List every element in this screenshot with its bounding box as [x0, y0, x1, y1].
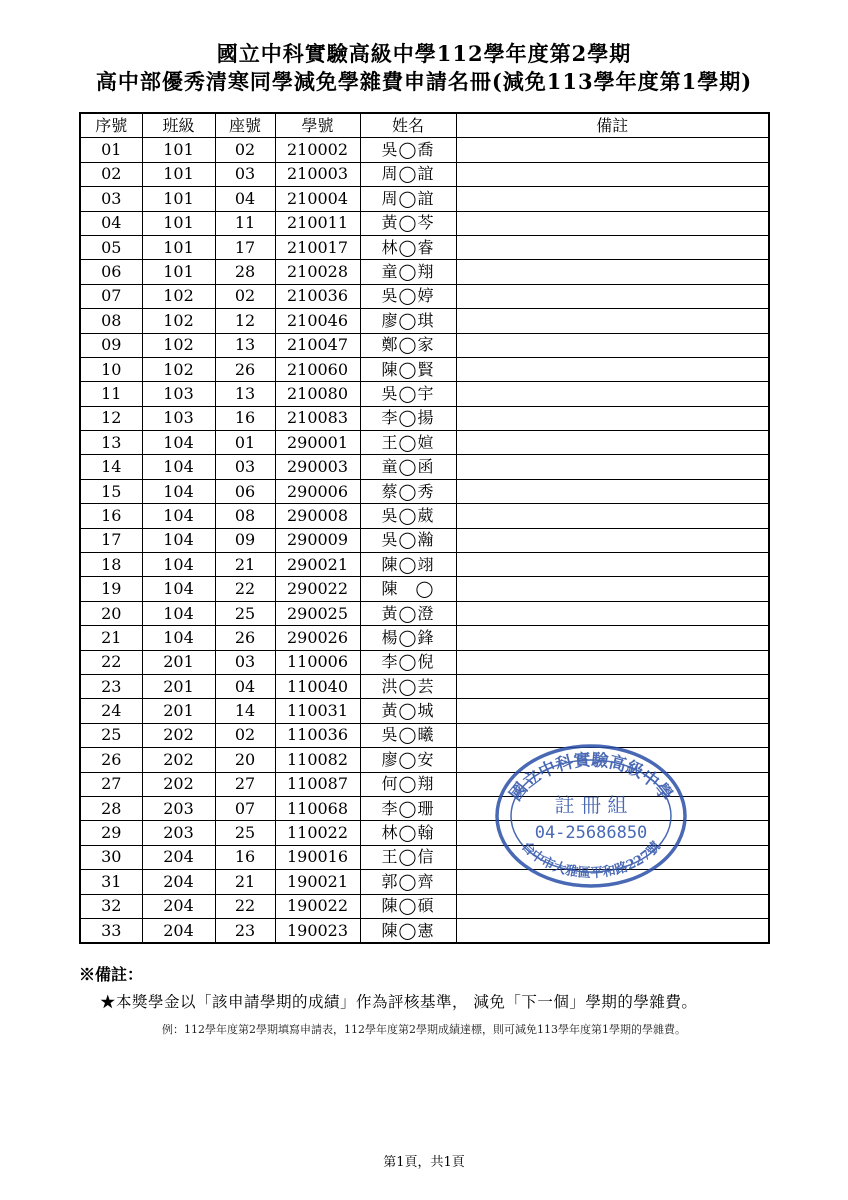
cell-seat: 26	[215, 626, 275, 650]
cell-serial: 10	[80, 357, 142, 381]
cell-class: 201	[142, 674, 215, 698]
cell-name: 陳◯憲	[360, 918, 456, 943]
cell-remarks	[456, 528, 769, 552]
cell-student-id: 290009	[275, 528, 360, 552]
cell-seat: 25	[215, 601, 275, 625]
cell-student-id: 210080	[275, 382, 360, 406]
cell-name: 陳◯賢	[360, 357, 456, 381]
stamp-outer-text: 國立中科實驗高級中學	[505, 750, 677, 806]
table-header-row	[80, 113, 769, 138]
page-number: 第1頁，共1頁	[383, 1155, 465, 1170]
cell-name: 童◯函	[360, 455, 456, 479]
cell-name: 何◯翔	[360, 772, 456, 796]
cell-remarks	[456, 309, 769, 333]
cell-name: 林◯翰	[360, 821, 456, 845]
table-row	[80, 382, 769, 406]
cell-student-id: 210047	[275, 333, 360, 357]
cell-name: 吳◯瀚	[360, 528, 456, 552]
cell-student-id: 290021	[275, 553, 360, 577]
cell-seat: 21	[215, 553, 275, 577]
cell-seat: 09	[215, 528, 275, 552]
cell-class: 101	[142, 187, 215, 211]
registration-office-stamp	[490, 738, 690, 890]
table-row	[80, 211, 769, 235]
cell-student-id: 210060	[275, 357, 360, 381]
cell-serial: 18	[80, 553, 142, 577]
document-subtitle: 高中部優秀清寒同學減免學雜費申請名冊(減免113學年度第1學期)	[95, 69, 753, 94]
cell-remarks	[456, 431, 769, 455]
cell-remarks	[456, 601, 769, 625]
cell-class: 102	[142, 309, 215, 333]
header-remarks: 備註	[456, 113, 769, 138]
cell-name: 吳◯婷	[360, 284, 456, 308]
cell-name: 王◯媗	[360, 431, 456, 455]
cell-student-id: 190023	[275, 918, 360, 943]
cell-seat: 23	[215, 918, 275, 943]
cell-remarks	[456, 650, 769, 674]
table-row	[80, 626, 769, 650]
cell-serial: 05	[80, 235, 142, 259]
cell-serial: 25	[80, 723, 142, 747]
cell-remarks	[456, 187, 769, 211]
cell-class: 203	[142, 821, 215, 845]
cell-remarks	[456, 553, 769, 577]
cell-name: 吳◯曦	[360, 723, 456, 747]
cell-name: 黃◯城	[360, 699, 456, 723]
cell-serial: 07	[80, 284, 142, 308]
cell-remarks	[456, 699, 769, 723]
cell-name: 洪◯芸	[360, 674, 456, 698]
cell-serial: 33	[80, 918, 142, 943]
stamp-phone: 04-25686850	[534, 823, 648, 843]
notes-rule: ★本獎學金以「該申請學期的成績」作為評核基準， 減免「下一個」學期的學雜費。	[100, 993, 698, 1011]
cell-name: 王◯信	[360, 845, 456, 869]
cell-serial: 28	[80, 796, 142, 820]
cell-seat: 16	[215, 845, 275, 869]
table-row	[80, 138, 769, 162]
cell-seat: 08	[215, 504, 275, 528]
cell-class: 101	[142, 260, 215, 284]
table-row	[80, 357, 769, 381]
cell-student-id: 210011	[275, 211, 360, 235]
cell-seat: 02	[215, 284, 275, 308]
cell-seat: 27	[215, 772, 275, 796]
cell-seat: 04	[215, 187, 275, 211]
table-row	[80, 577, 769, 601]
cell-serial: 04	[80, 211, 142, 235]
cell-class: 102	[142, 357, 215, 381]
cell-serial: 24	[80, 699, 142, 723]
cell-name: 鄭◯家	[360, 333, 456, 357]
cell-seat: 13	[215, 382, 275, 406]
cell-seat: 22	[215, 894, 275, 918]
header-student-id: 學號	[275, 113, 360, 138]
cell-seat: 16	[215, 406, 275, 430]
cell-class: 201	[142, 699, 215, 723]
cell-seat: 22	[215, 577, 275, 601]
cell-serial: 03	[80, 187, 142, 211]
cell-name: 周◯誼	[360, 187, 456, 211]
cell-name: 黃◯芩	[360, 211, 456, 235]
cell-serial: 19	[80, 577, 142, 601]
cell-class: 204	[142, 918, 215, 943]
cell-class: 204	[142, 845, 215, 869]
cell-serial: 09	[80, 333, 142, 357]
cell-seat: 01	[215, 431, 275, 455]
cell-seat: 28	[215, 260, 275, 284]
cell-seat: 12	[215, 309, 275, 333]
table-row	[80, 504, 769, 528]
table-row	[80, 479, 769, 503]
table-row	[80, 162, 769, 186]
cell-name: 周◯誼	[360, 162, 456, 186]
cell-serial: 27	[80, 772, 142, 796]
cell-remarks	[456, 894, 769, 918]
cell-serial: 21	[80, 626, 142, 650]
cell-class: 104	[142, 553, 215, 577]
cell-seat: 20	[215, 748, 275, 772]
cell-seat: 21	[215, 870, 275, 894]
cell-student-id: 210028	[275, 260, 360, 284]
cell-student-id: 290003	[275, 455, 360, 479]
cell-seat: 26	[215, 357, 275, 381]
cell-serial: 20	[80, 601, 142, 625]
cell-class: 202	[142, 748, 215, 772]
cell-serial: 29	[80, 821, 142, 845]
cell-student-id: 210017	[275, 235, 360, 259]
cell-seat: 07	[215, 796, 275, 820]
cell-serial: 01	[80, 138, 142, 162]
cell-seat: 03	[215, 650, 275, 674]
cell-class: 104	[142, 479, 215, 503]
cell-student-id: 290006	[275, 479, 360, 503]
cell-class: 204	[142, 894, 215, 918]
cell-seat: 03	[215, 162, 275, 186]
cell-serial: 22	[80, 650, 142, 674]
cell-student-id: 290025	[275, 601, 360, 625]
cell-seat: 02	[215, 723, 275, 747]
cell-remarks	[456, 455, 769, 479]
cell-student-id: 110068	[275, 796, 360, 820]
table-row	[80, 284, 769, 308]
cell-student-id: 290008	[275, 504, 360, 528]
cell-student-id: 210036	[275, 284, 360, 308]
cell-serial: 08	[80, 309, 142, 333]
cell-remarks	[456, 626, 769, 650]
cell-class: 104	[142, 577, 215, 601]
cell-name: 廖◯安	[360, 748, 456, 772]
header-class: 班級	[142, 113, 215, 138]
cell-seat: 04	[215, 674, 275, 698]
stamp-office-title: 註 冊 組	[554, 793, 628, 817]
cell-seat: 06	[215, 479, 275, 503]
cell-remarks	[456, 504, 769, 528]
cell-student-id: 210046	[275, 309, 360, 333]
cell-class: 102	[142, 333, 215, 357]
cell-class: 103	[142, 406, 215, 430]
cell-student-id: 210004	[275, 187, 360, 211]
notes-heading: ※備註：	[79, 965, 144, 984]
table-row	[80, 699, 769, 723]
cell-student-id: 210002	[275, 138, 360, 162]
cell-student-id: 210003	[275, 162, 360, 186]
cell-remarks	[456, 211, 769, 235]
cell-student-id: 210083	[275, 406, 360, 430]
cell-serial: 06	[80, 260, 142, 284]
cell-name: 陳 ◯	[360, 577, 456, 601]
cell-student-id: 110036	[275, 723, 360, 747]
cell-student-id: 290001	[275, 431, 360, 455]
cell-class: 204	[142, 870, 215, 894]
cell-class: 203	[142, 796, 215, 820]
table-row	[80, 894, 769, 918]
cell-remarks	[456, 406, 769, 430]
table-row	[80, 187, 769, 211]
cell-name: 李◯倪	[360, 650, 456, 674]
header-seat: 座號	[215, 113, 275, 138]
cell-class: 101	[142, 138, 215, 162]
cell-serial: 15	[80, 479, 142, 503]
cell-name: 楊◯鋒	[360, 626, 456, 650]
cell-name: 李◯揚	[360, 406, 456, 430]
cell-serial: 12	[80, 406, 142, 430]
table-row	[80, 309, 769, 333]
table-row	[80, 260, 769, 284]
notes-example: 例：112學年度第2學期填寫申請表，112學年度第2學期成績達標，則可減免113學年度第1學期的學雜費。	[162, 1023, 686, 1036]
cell-seat: 11	[215, 211, 275, 235]
cell-remarks	[456, 260, 769, 284]
cell-remarks	[456, 674, 769, 698]
cell-serial: 16	[80, 504, 142, 528]
cell-name: 黃◯澄	[360, 601, 456, 625]
cell-remarks	[456, 918, 769, 943]
cell-student-id: 110006	[275, 650, 360, 674]
header-name: 姓名	[360, 113, 456, 138]
cell-student-id: 110082	[275, 748, 360, 772]
cell-serial: 32	[80, 894, 142, 918]
cell-remarks	[456, 138, 769, 162]
cell-seat: 14	[215, 699, 275, 723]
table-row	[80, 333, 769, 357]
cell-serial: 11	[80, 382, 142, 406]
stamp-address-text: 台中市大雅區平和路227號	[518, 839, 664, 882]
table-row	[80, 674, 769, 698]
cell-student-id: 290026	[275, 626, 360, 650]
cell-class: 202	[142, 772, 215, 796]
table-row	[80, 455, 769, 479]
cell-name: 吳◯葳	[360, 504, 456, 528]
cell-name: 陳◯翊	[360, 553, 456, 577]
cell-class: 101	[142, 211, 215, 235]
cell-seat: 13	[215, 333, 275, 357]
cell-class: 202	[142, 723, 215, 747]
cell-serial: 26	[80, 748, 142, 772]
cell-class: 101	[142, 162, 215, 186]
table-row	[80, 406, 769, 430]
cell-student-id: 190022	[275, 894, 360, 918]
cell-name: 吳◯喬	[360, 138, 456, 162]
document-title: 國立中科實驗高級中學112學年度第2學期	[216, 41, 632, 66]
cell-remarks	[456, 382, 769, 406]
table-row	[80, 431, 769, 455]
cell-student-id: 110040	[275, 674, 360, 698]
cell-student-id: 110087	[275, 772, 360, 796]
cell-remarks	[456, 357, 769, 381]
cell-class: 104	[142, 504, 215, 528]
cell-remarks	[456, 333, 769, 357]
cell-name: 郭◯齊	[360, 870, 456, 894]
cell-seat: 25	[215, 821, 275, 845]
cell-name: 吳◯宇	[360, 382, 456, 406]
cell-remarks	[456, 577, 769, 601]
cell-serial: 31	[80, 870, 142, 894]
table-row	[80, 918, 769, 943]
cell-student-id: 190016	[275, 845, 360, 869]
table-row	[80, 601, 769, 625]
cell-remarks	[456, 284, 769, 308]
cell-remarks	[456, 479, 769, 503]
cell-class: 104	[142, 431, 215, 455]
cell-class: 104	[142, 601, 215, 625]
cell-class: 101	[142, 235, 215, 259]
cell-serial: 23	[80, 674, 142, 698]
cell-seat: 17	[215, 235, 275, 259]
table-row	[80, 528, 769, 552]
cell-name: 童◯翔	[360, 260, 456, 284]
cell-class: 102	[142, 284, 215, 308]
table-row	[80, 235, 769, 259]
cell-name: 廖◯琪	[360, 309, 456, 333]
table-row	[80, 553, 769, 577]
cell-serial: 30	[80, 845, 142, 869]
cell-serial: 17	[80, 528, 142, 552]
cell-class: 104	[142, 528, 215, 552]
header-serial: 序號	[80, 113, 142, 138]
cell-student-id: 190021	[275, 870, 360, 894]
cell-seat: 02	[215, 138, 275, 162]
cell-student-id: 110022	[275, 821, 360, 845]
cell-student-id: 290022	[275, 577, 360, 601]
cell-class: 104	[142, 455, 215, 479]
cell-name: 李◯珊	[360, 796, 456, 820]
cell-name: 蔡◯秀	[360, 479, 456, 503]
table-row	[80, 650, 769, 674]
cell-remarks	[456, 162, 769, 186]
cell-class: 104	[142, 626, 215, 650]
cell-class: 103	[142, 382, 215, 406]
cell-student-id: 110031	[275, 699, 360, 723]
cell-name: 林◯睿	[360, 235, 456, 259]
cell-seat: 03	[215, 455, 275, 479]
cell-class: 201	[142, 650, 215, 674]
cell-name: 陳◯碩	[360, 894, 456, 918]
cell-remarks	[456, 235, 769, 259]
cell-serial: 02	[80, 162, 142, 186]
cell-serial: 13	[80, 431, 142, 455]
cell-serial: 14	[80, 455, 142, 479]
